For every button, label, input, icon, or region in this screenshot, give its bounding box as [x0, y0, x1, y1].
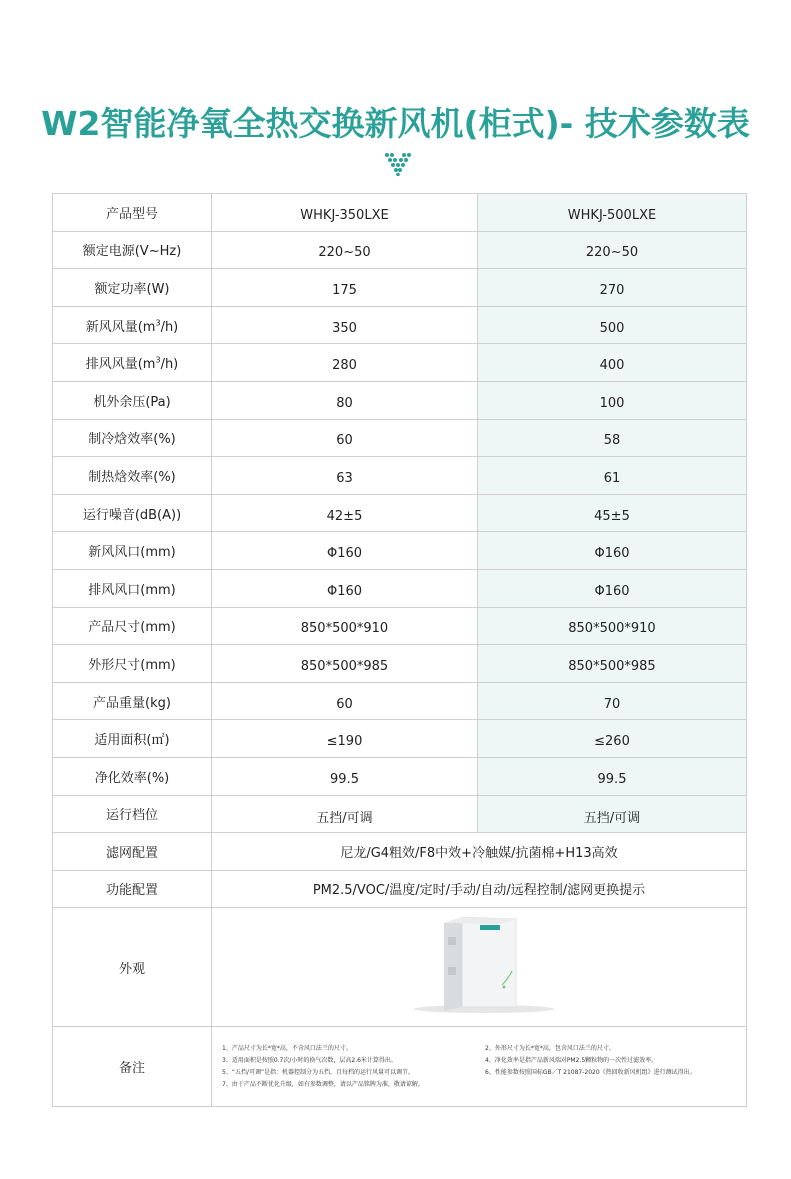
value-500-cell: 850*500*910	[478, 607, 747, 645]
value-500-cell: 45±5	[478, 494, 747, 532]
row-label: 排风风口(mm)	[53, 569, 212, 607]
row-label: 外形尺寸(mm)	[53, 645, 212, 683]
notes-cell	[212, 1027, 747, 1107]
row-label: 产品型号	[53, 194, 212, 232]
table-row	[53, 344, 747, 382]
value-500-cell: ≤260	[478, 720, 747, 758]
row-label: 额定电源(V~Hz)	[53, 231, 212, 269]
value-500-cell: 270	[478, 269, 747, 307]
row-label: 滤网配置	[53, 833, 212, 871]
notes-row	[53, 1027, 747, 1107]
row-label: 新风风量$(m^3/h)$	[53, 306, 212, 344]
note-item: 7、由于产品不断优化升级，如有参数调整，请以产品铭牌为准，敬请谅解。	[222, 1081, 424, 1089]
table-row	[53, 757, 747, 795]
value-500-cell: 500	[478, 306, 747, 344]
merged-row	[53, 870, 747, 908]
value-350-cell: 五挡/可调	[212, 795, 478, 833]
table-row	[53, 532, 747, 570]
merged-value-cell: PM2.5/VOC/温度/定时/手动/自动/远程控制/滤网更换提示	[212, 870, 747, 908]
note-item: 4、净化效率是指产品新风端对PM2.5颗粒物的一次性过滤效率。	[485, 1057, 658, 1065]
header-row	[53, 194, 747, 232]
row-label: 净化效率(%)	[53, 757, 212, 795]
value-350-cell: 60	[212, 682, 478, 720]
value-350-cell: 850*500*985	[212, 645, 478, 683]
appearance-row	[53, 908, 747, 1027]
note-item: 1、产品尺寸为长*宽*高，不含风口法兰的尺寸。	[222, 1045, 352, 1053]
spec-table	[52, 193, 747, 1107]
note-item: 5、“五挡/可调”是指：机器控制分为五挡，且每档的运行风量可以调节。	[222, 1069, 415, 1077]
row-label: 产品尺寸(mm)	[53, 607, 212, 645]
table-row	[53, 306, 747, 344]
row-label: 制冷焓效率(%)	[53, 419, 212, 457]
value-500-cell: 58	[478, 419, 747, 457]
value-500-cell: 100	[478, 381, 747, 419]
table-row	[53, 269, 747, 307]
value-500-cell: Φ160	[478, 532, 747, 570]
row-label: 产品重量(kg)	[53, 682, 212, 720]
row-label: 制热焓效率(%)	[53, 457, 212, 495]
row-label: 机外余压(Pa)	[53, 381, 212, 419]
value-350-cell: ≤190	[212, 720, 478, 758]
value-350-cell: Φ160	[212, 569, 478, 607]
value-350-cell: 175	[212, 269, 478, 307]
table-row	[53, 494, 747, 532]
row-label: 排风风量$(m^3/h)$	[53, 344, 212, 382]
value-350-cell: 63	[212, 457, 478, 495]
note-item: 3、适用面积是按照0.7次/小时的换气次数，层高2.6米计算得出。	[222, 1057, 397, 1065]
product-image-cell	[212, 908, 747, 1027]
value-500-cell: 70	[478, 682, 747, 720]
row-label: 额定功率(W)	[53, 269, 212, 307]
table-row	[53, 419, 747, 457]
model-500-cell: WHKJ-500LXE	[478, 194, 747, 232]
table-row	[53, 607, 747, 645]
notes-list	[212, 1044, 746, 1089]
note-item: 2、外形尺寸为长*宽*高，包含风口法兰的尺寸。	[485, 1045, 615, 1053]
row-label: 运行噪音(dB(A))	[53, 494, 212, 532]
table-row	[53, 682, 747, 720]
table-row	[53, 645, 747, 683]
table-row	[53, 381, 747, 419]
brand-logo-icon	[384, 152, 412, 176]
value-350-cell: 220~50	[212, 231, 478, 269]
product-image-icon	[404, 915, 554, 1015]
value-350-cell: 60	[212, 419, 478, 457]
note-item: 6、性能参数按照国标GB／T 21087-2020《热回收新风机组》进行测试得出。	[485, 1069, 696, 1077]
value-350-cell: 80	[212, 381, 478, 419]
row-label: 备注	[53, 1027, 212, 1107]
value-500-cell: 61	[478, 457, 747, 495]
value-350-cell: 280	[212, 344, 478, 382]
table-row	[53, 720, 747, 758]
row-label: 新风风口(mm)	[53, 532, 212, 570]
value-500-cell: 400	[478, 344, 747, 382]
table-row	[53, 569, 747, 607]
table-row	[53, 231, 747, 269]
value-500-cell: 220~50	[478, 231, 747, 269]
table-row	[53, 457, 747, 495]
value-500-cell: 850*500*985	[478, 645, 747, 683]
page-title: W2智能净氧全热交换新风机(柜式)- 技术参数表	[41, 104, 750, 143]
row-label: 适用面积(㎡)	[53, 720, 212, 758]
row-label: 运行档位	[53, 795, 212, 833]
value-350-cell: 850*500*910	[212, 607, 478, 645]
value-350-cell: Φ160	[212, 532, 478, 570]
model-350-cell: WHKJ-350LXE	[212, 194, 478, 232]
row-label: 外观	[53, 908, 212, 1027]
value-500-cell: 五挡/可调	[478, 795, 747, 833]
merged-value-cell: 尼龙/G4粗效/F8中效+冷触媒/抗菌棉+H13高效	[212, 833, 747, 871]
value-350-cell: 42±5	[212, 494, 478, 532]
value-500-cell: Φ160	[478, 569, 747, 607]
table-row	[53, 795, 747, 833]
value-500-cell: 99.5	[478, 757, 747, 795]
value-350-cell: 350	[212, 306, 478, 344]
row-label: 功能配置	[53, 870, 212, 908]
value-350-cell: 99.5	[212, 757, 478, 795]
merged-row	[53, 833, 747, 871]
